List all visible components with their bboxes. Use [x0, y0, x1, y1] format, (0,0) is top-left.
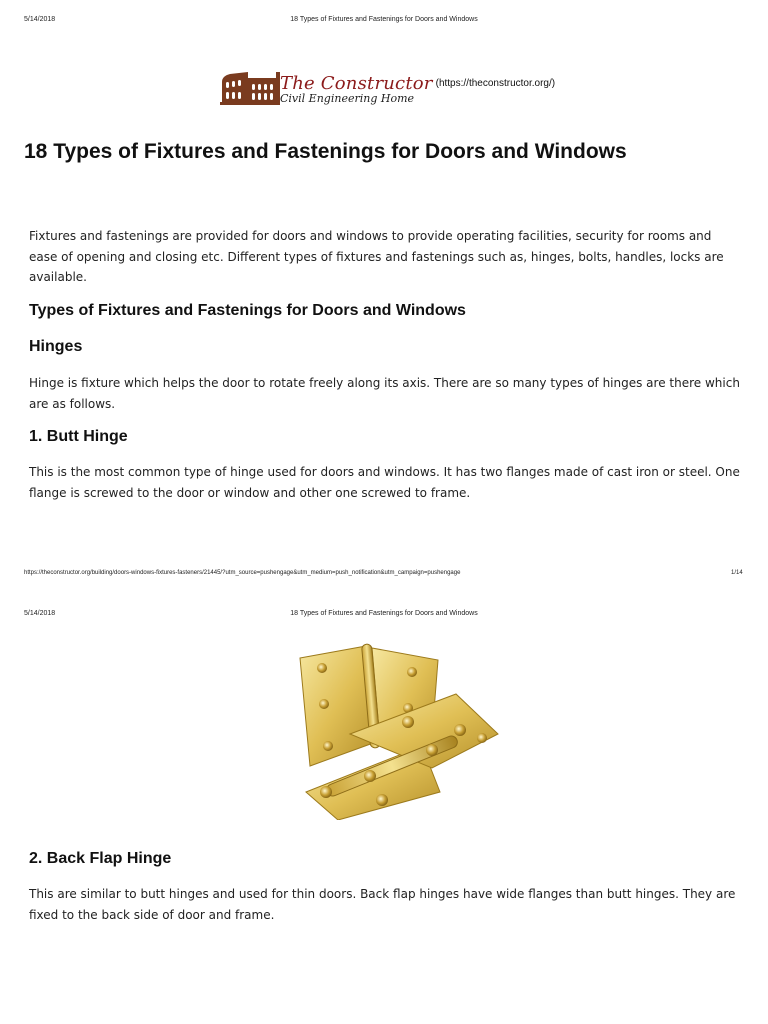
hinges-paragraph: Hinge is fixture which helps the door to rotate freely along its axis. There are so many types of hinges are there which are as follows.	[29, 376, 740, 411]
colosseum-icon	[218, 68, 282, 106]
pdf-page-2	[0, 600, 768, 1024]
hinges-heading: Hinges	[29, 338, 83, 355]
logo-url-link[interactable]: (https://theconstructor.org/)	[435, 78, 556, 89]
back-flap-heading: 2. Back Flap Hinge	[29, 850, 172, 867]
butt-hinge-paragraph: This is the most common type of hinge used for doors and windows. It has two flanges made of cast iron or steel. One flange is screwed to the door or window and other one screwed to frame.	[29, 465, 740, 500]
butt-hinge-heading: 1. Butt Hinge	[29, 428, 128, 445]
footer-url[interactable]: https://theconstructor.org/building/doors-windows-fixtures-fasteners/21445/?utm_source=pushengage&utm_medium=push_notification&utm_campaign=pushengage	[24, 570, 461, 576]
header-doc-title: 18 Types of Fixtures and Fastenings for Doors and Windows	[290, 610, 478, 617]
logo-subtitle: Civil Engineering Home	[280, 92, 415, 105]
section-heading: Types of Fixtures and Fastenings for Doors and Windows	[29, 302, 466, 319]
back-flap-paragraph: This are similar to butt hinges and used for thin doors. Back flap hinges have wide flanges than butt hinges. They are fixed to the back side of door and frame.	[29, 887, 736, 922]
header-date: 5/14/2018	[24, 610, 56, 617]
article-title: 18 Types of Fixtures and Fastenings for Doors and Windows	[24, 140, 627, 163]
intro-paragraph: Fixtures and fastenings are provided for doors and windows to provide operating facilities, security for rooms and ease of opening and closing etc. Different types of fixtures and fastenings such as, hinges, bolts, handles, locks are available.	[29, 229, 724, 284]
footer-page-number: 1/14	[731, 570, 743, 576]
header-date: 5/14/2018	[24, 16, 56, 23]
logo-title: The Constructor	[280, 73, 433, 94]
header-doc-title: 18 Types of Fixtures and Fastenings for Doors and Windows	[290, 16, 478, 23]
butt-hinge-image	[262, 642, 506, 820]
brass-hinge-icon	[262, 642, 506, 820]
site-logo[interactable]	[218, 68, 555, 106]
